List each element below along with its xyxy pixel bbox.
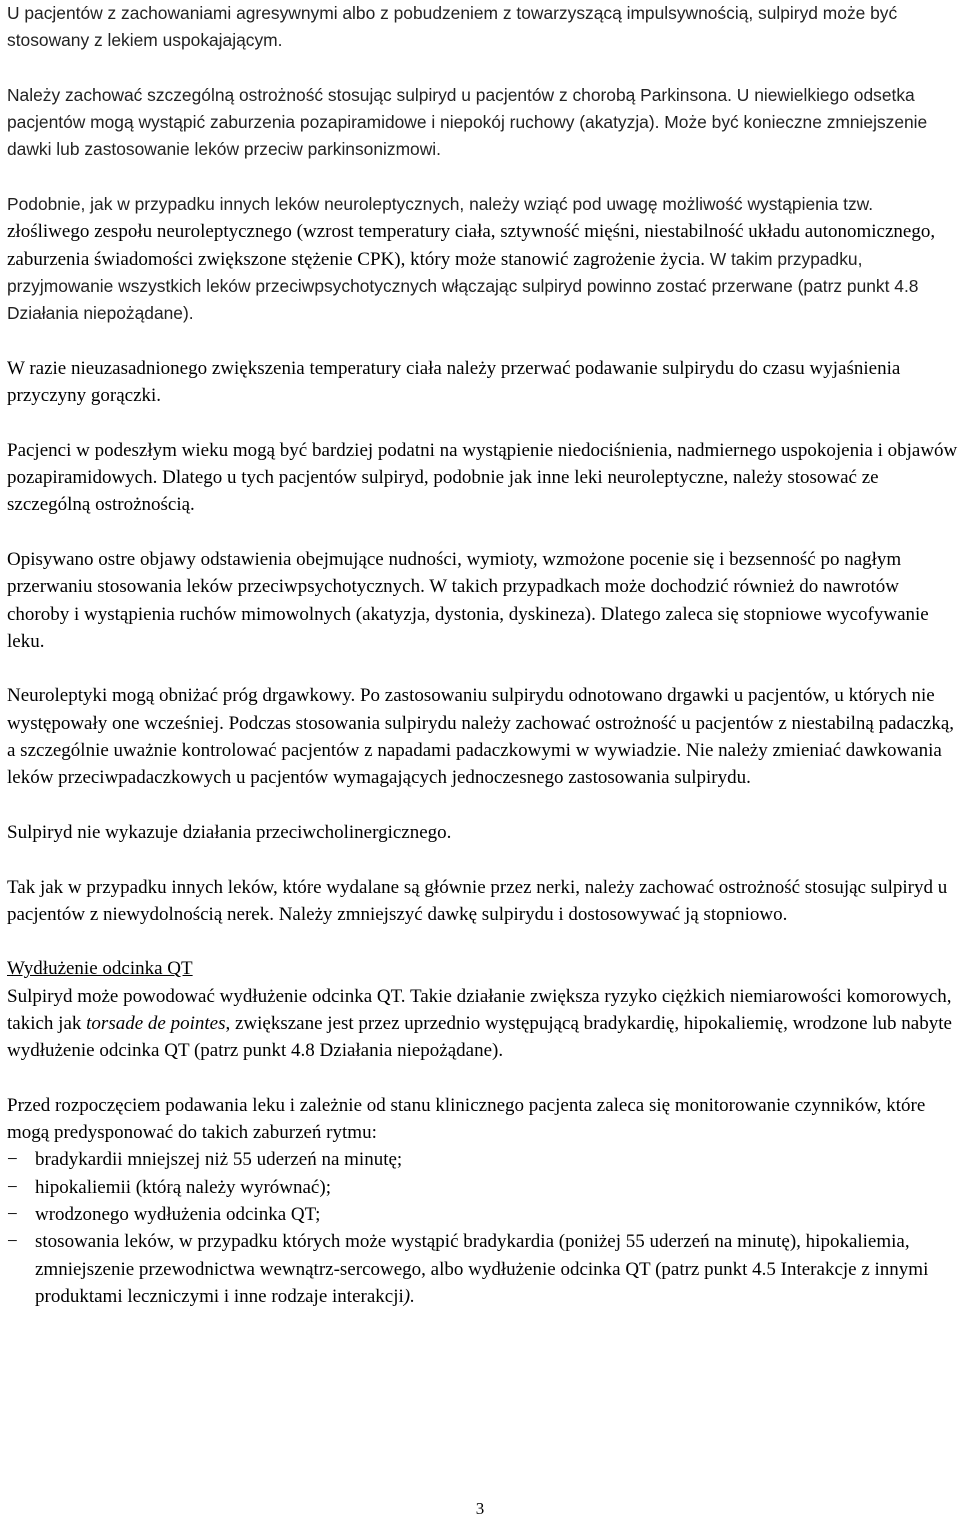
paragraph-elderly: Pacjenci w podeszłym wieku mogą być bardziej podatni na wystąpienie niedociśnienia, nadmiernego uspokojenia i objawów pozapiramidowych. Dlatego u tych pacjentów sulpiryd, podobnie jak inne leki neuroleptyczne, należy stosować ze szczególną ostrożnością. [7, 439, 958, 516]
paragraph-anticholinergic: Sulpiryd nie wykazuje działania przeciwcholinergicznego. [7, 821, 452, 843]
dash-marker: − [7, 1231, 18, 1253]
paragraph-renal: Tak jak w przypadku innych leków, które wydalane są głównie przez nerki, należy zachować ostrożność stosując sulpiryd u pacjentów z niewydolnością nerek. Należy zmniejszyć dawkę sulpirydu i dostosowywać ją stopniowo. [7, 876, 948, 925]
list-item [7, 1228, 959, 1310]
qt-text-italic: torsade de pointes [86, 1012, 226, 1034]
paragraph-qt [7, 983, 959, 1065]
list-item-suffix: ). [403, 1285, 415, 1307]
list-item [7, 1174, 959, 1201]
paragraph-withdrawal: Opisywano ostre objawy odstawienia obejmujące nudności, wymioty, wzmożone pocenie się i bezsenność po nagłym przerwaniu stosowania leków przeciwpsychotycznych. W takich przypadkach może dochodzić również do nawrotów choroby i wystąpienia ruchów mimowolnych (akatyzja, dystonia, dyskineza). Dlatego zaleca się stopniowe wycofywanie leku. [7, 548, 929, 652]
list-item [7, 1146, 959, 1173]
section-monitoring [7, 1092, 959, 1310]
dash-marker: − [7, 1204, 18, 1226]
qt-text-part1: Sulpiryd może powodować wydłużenie odcinka QT. Takie działanie zwiększa ryzyko ciężkich niemiarowości komorowych, takich jak [7, 985, 952, 1034]
section-heading-qt: Wydłużenie odcinka QT [7, 958, 193, 980]
nms-text-part1: Podobnie, jak w przypadku innych leków neuroleptycznych, należy wziąć pod uwagę możliwość wystąpienia tzw. [7, 194, 874, 215]
nms-text-part3: W takim przypadku, przyjmowanie wszystkich leków przeciwpsychotycznych włączając sulpiryd powinno zostać przerwane (patrz punkt 4.8 Działania niepożądane). [7, 248, 919, 324]
document-page [7, 0, 959, 1310]
paragraph-monitoring: Przed rozpoczęciem podawania leku i zależnie od stanu klinicznego pacjenta zaleca się monitorowanie czynników, które mogą predysponować do takich zaburzeń rytmu: [7, 1094, 926, 1144]
dash-marker: − [7, 1176, 18, 1198]
dash-marker: − [7, 1149, 18, 1171]
list-item-text: hipokaliemii (którą należy wyrównać); [35, 1176, 331, 1198]
paragraph-nms [7, 191, 959, 327]
list-item [7, 1201, 959, 1228]
list-item-text: wrodzonego wydłużenia odcinka QT; [35, 1204, 321, 1226]
page-number: 3 [475, 1499, 485, 1518]
paragraph-aggressive-patients: U pacjentów z zachowaniami agresywnymi albo z pobudzeniem z towarzyszącą impulsywnością, sulpiryd może być stosowany z lekiem uspokajającym. [7, 3, 898, 51]
paragraph-parkinson: Należy zachować szczególną ostrożność stosując sulpiryd u pacjentów z chorobą Parkinsona. U niewielkiego odsetka pacjentów mogą wystąpić zaburzenia pozapiramidowe i niepokój ruchowy (akatyzja). Może być konieczne zmniejszenie dawki lub zastosowanie leków przeciw parkinsonizmowi. [7, 84, 928, 160]
section-qt [7, 955, 959, 1064]
list-item-text: stosowania leków, w przypadku których może wystąpić bradykardia (poniżej 55 uderzeń na minutę), hipokaliemia, zmniejszenie przewodnictwa wewnątrz-sercowego, albo wydłużenie odcinka QT (patrz punkt 4.5 Interakcje z innymi produktami leczniczymi i inne rodzaje interakcji [35, 1231, 929, 1307]
list-item-text: bradykardii mniejszej niż 55 uderzeń na minutę; [35, 1149, 403, 1171]
risk-factor-list [7, 1146, 959, 1310]
nms-text-part2: złośliwego zespołu neuroleptycznego (wzrost temperatury ciała, sztywność mięśni, niestabilność układu autonomicznego, zaburzenia świadomości zwiększone stężenie CPK), który może stanowić zagrożenie życia. [7, 221, 936, 270]
paragraph-fever: W razie nieuzasadnionego zwiększenia temperatury ciała należy przerwać podawanie sulpirydu do czasu wyjaśnienia przyczyny gorączki. [7, 357, 901, 407]
qt-text-part2: , zwiększane jest przez uprzednio występującą bradykardię, hipokaliemię, wrodzone lub nabyte wydłużenie odcinka QT (patrz punkt 4.8 Działania niepożądane). [7, 1012, 952, 1062]
paragraph-seizures: Neuroleptyki mogą obniżać próg drgawkowy. Po zastosowaniu sulpirydu odnotowano drgawki u pacjentów, u których nie występowały one wcześniej. Podczas stosowania sulpirydu należy zachować ostrożność u pacjentów z niestabilną padaczką, a szczególnie uważnie kontrolować pacjentów z napadami padaczkowymi w wywiadzie. Nie należy zmieniać dawkowania leków przeciwpadaczkowych u pacjentów wymagających jednoczesnego zastosowania sulpirydu. [7, 685, 955, 789]
